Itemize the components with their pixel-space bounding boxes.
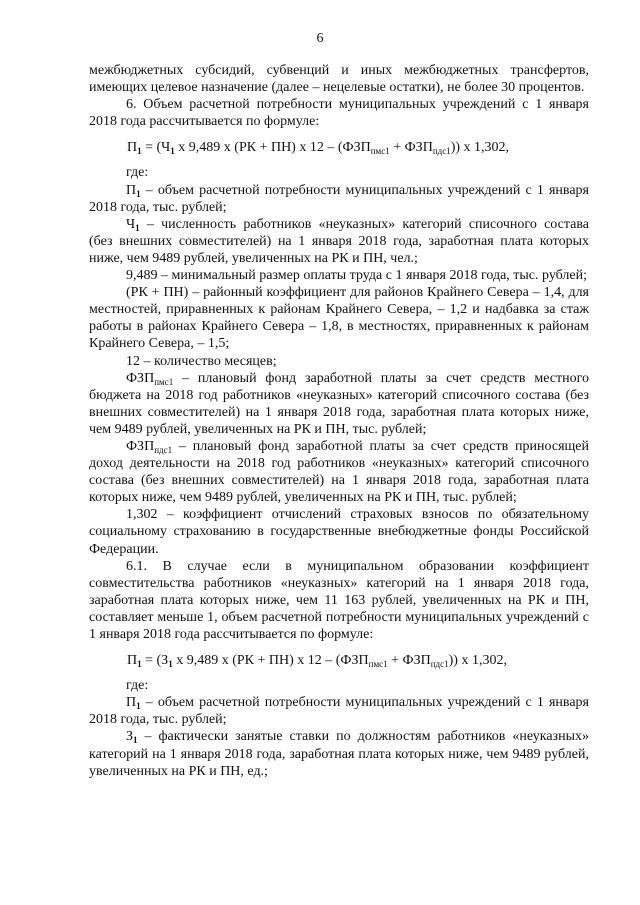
- definition-z1: $З_1$ – фактически занятые ставки по должностям работников «неуказных» категорий на 1 января 2018 года, заработная плата которых ниже, чем 9489 рублей, увеличенных на РК и ПН, ед.;: [89, 729, 589, 779]
- document-body: [89, 62, 589, 780]
- formula-text: )) x 1,302,: [448, 653, 507, 669]
- paragraph-6: 6. Объем расчетной потребности муниципальных учреждений с 1 января 2018 года рассчитывается по формуле:: [89, 97, 589, 130]
- formula-subscript: пдс1: [430, 659, 449, 670]
- formula-text: )) x 1,302,: [450, 140, 510, 156]
- definition-rk-pn: (РК + ПН) – районный коэффициент для районов Крайнего Севера – 1,4, для местностей, приравненных к районам Крайнего Севера, – 1,2 и надбавка за стаж работы в районах Крайнего Севера – 1,8, в местностях, приравненных к районам Крайнего Севера, – 1,5;: [89, 285, 589, 352]
- definition-ch1: $Ч_1$ – численность работников «неуказных» категорий списочного состава (без внешних совместителей) на 1 января 2018 года, заработная плата которых ниже, чем 9489 рублей, увеличенных на РК и ПН, чел.;: [89, 216, 589, 266]
- formula-text: x 9,489 x (РК + ПН) x 12 – (ФЗП: [174, 140, 371, 156]
- definition-fzp-pds1: $ФЗП_{пдс1}$ – плановый фонд заработной платы за счет средств приносящей доход деятельности на 2018 год работников «неуказных» категорий списочного состава (без внешних совместителей) на 1 января 2018 года, заработная плата которых ниже, чем 9489 рублей, увеличенных на РК и ПН, тыс. рублей;: [89, 438, 589, 506]
- formula-subscript: пмс1: [368, 659, 388, 670]
- formula-text: = (З: [141, 653, 169, 669]
- formula-text: = (Ч: [141, 140, 171, 156]
- page-number: 6: [316, 31, 324, 46]
- paragraph-6-1: 6.1. В случае если в муниципальном образовании коэффициент совместительства работников «неуказных» категорий на 1 января 2018 года, заработная плата которых ниже, чем 11 163 рублей, увеличенных на РК и ПН, составляет меньше 1, объем расчетной потребности муниципальных учреждений с 1 января 2018 года рассчитывается по формуле:: [89, 558, 589, 642]
- where-label: где:: [126, 165, 149, 181]
- formula-2: [89, 652, 589, 669]
- formula-subscript: пдс1: [432, 146, 451, 157]
- formula-subscript: пмс1: [370, 146, 390, 157]
- definition-fzp-pms1: $ФЗП_{пмс1}$ – плановый фонд заработной платы за счет средств местного бюджета на 2018 год работников «неуказных» категорий списочного состава (без внешних совместителей) на 1 января 2018 года, заработная плата которых ниже, чем 9489 рублей, увеличенных на РК и ПН, тыс. рублей;: [89, 370, 589, 437]
- formula-subscript: 1: [168, 659, 173, 670]
- paragraph-continuation: межбюджетных субсидий, субвенций и иных межбюджетных трансфертов, имеющих целевое назначение (далее – нецелевые остатки), не более 30 процентов.: [89, 63, 589, 96]
- formula-text: + ФЗП: [389, 140, 433, 156]
- definition-p1-2: $П_1$ – объем расчетной потребности муниципальных учреждений с 1 января 2018 года, тыс. рублей;: [89, 695, 589, 728]
- formula-1: [89, 139, 589, 156]
- definition-mrot: 9,489 – минимальный размер оплаты труда с 1 января 2018 года, тыс. рублей;: [126, 268, 588, 284]
- definition-coefficient: 1,302 – коэффициент отчислений страховых взносов по обязательному социальному страхованию в государственные внебюджетные фонды Российской Федерации.: [89, 507, 589, 557]
- formula-subscript: 1: [137, 146, 142, 157]
- formula-subscript: 1: [137, 659, 142, 670]
- where-label-2: где:: [126, 678, 149, 694]
- formula-subscript: 1: [170, 146, 175, 157]
- formula-symbol: П: [127, 653, 138, 669]
- formula-symbol: П: [127, 140, 138, 156]
- formula-text: x 9,489 x (РК + ПН) x 12 – (ФЗП: [172, 653, 369, 669]
- definition-months: 12 – количество месяцев;: [126, 353, 277, 369]
- formula-text: + ФЗП: [387, 653, 431, 669]
- definition-p1: $П_1$ – объем расчетной потребности муниципальных учреждений с 1 января 2018 года, тыс. рублей;: [89, 182, 589, 215]
